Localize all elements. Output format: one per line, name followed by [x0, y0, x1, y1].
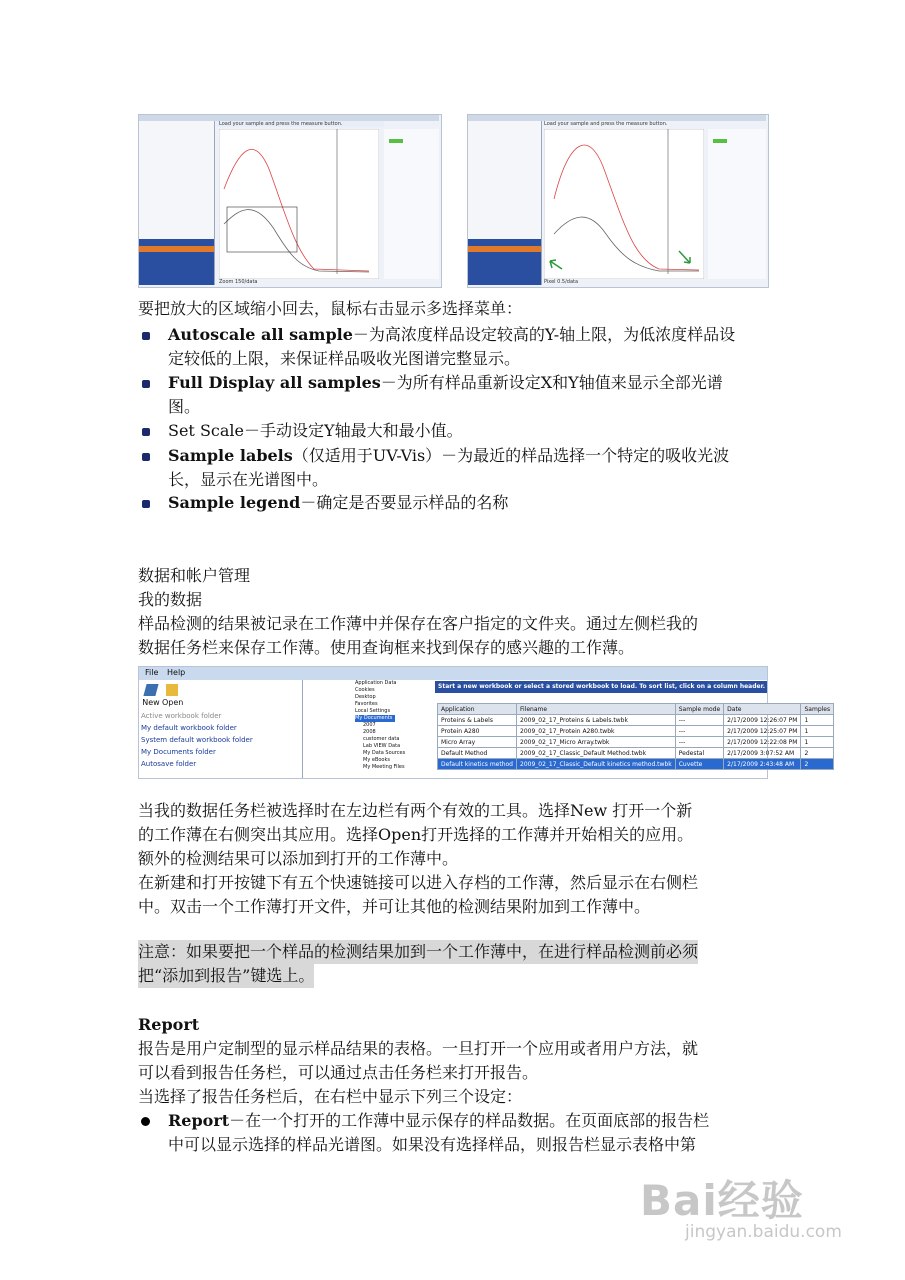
my-data-paragraph-line2: 数据任务栏来保存工作薄。使用查询框来找到保存的感兴趣的工作薄。: [138, 638, 635, 657]
bullet-marker: [142, 453, 150, 461]
tree-item[interactable]: Favorites: [355, 701, 378, 707]
bullet-marker: [141, 1117, 150, 1126]
bullet-term: Autoscale all sample: [168, 325, 353, 344]
spectrum-screenshot-right: [467, 114, 769, 288]
open-workbook-button[interactable]: [162, 682, 182, 710]
open-icon: [166, 684, 178, 696]
my-data-tools-line1: 当我的数据任务栏被选择时在左边栏有两个有效的工具。选择New 打开一个新: [138, 801, 693, 820]
bullet-sample-labels: [168, 444, 729, 468]
bullet-autoscale-cont: 定较低的上限，来保证样品吸收光图谱完整显示。: [168, 349, 521, 368]
new-workbook-button[interactable]: [142, 682, 160, 710]
table-row[interactable]: [438, 715, 834, 726]
measure-prompt-right: Load your sample and press the measure button.: [544, 121, 668, 127]
spectrum-plot-right: [544, 129, 704, 279]
table-cell: Default Method: [438, 748, 517, 759]
table-cell: Protein A280: [438, 726, 517, 737]
report-heading: Report: [138, 1015, 200, 1034]
table-cell: Cuvette: [675, 759, 723, 770]
tree-item[interactable]: Lab VIEW Data: [363, 743, 401, 749]
column-header[interactable]: Samples: [801, 704, 834, 715]
tree-item[interactable]: Local Settings: [355, 708, 391, 714]
table-row[interactable]: [438, 726, 834, 737]
bullet-autoscale: [168, 323, 735, 347]
quick-links-line2: 中。双击一个工作薄打开文件，并可让其他的检测结果附加到工作薄中。: [138, 897, 651, 916]
tree-item[interactable]: My Data Sources: [363, 750, 406, 756]
table-cell: 2009_02_17_Classic_Default kinetics method.twbk: [517, 759, 676, 770]
table-cell: Default kinetics method: [438, 759, 517, 770]
bullet-full-display-cont: 图。: [168, 397, 201, 416]
note-line2: 把“添加到报告”键选上。: [138, 964, 314, 988]
menu-help[interactable]: Help: [167, 668, 186, 677]
table-cell: 2009_02_17_Classic_Default Method.twbk: [517, 748, 676, 759]
table-cell: 1: [801, 737, 834, 748]
table-cell: 2: [801, 759, 834, 770]
bullet-marker: [142, 500, 150, 508]
menu-bar: [139, 667, 767, 680]
status-bar-text-right: Pixel 0.5/data: [544, 279, 579, 285]
spectrum-screenshot-left: [138, 114, 442, 288]
bullet-report-cont: 中可以显示选择的样品光谱图。如果没有选择样品，则报告栏显示表格中第: [168, 1135, 697, 1154]
note-line1: 注意：如果要把一个样品的检测结果加到一个工作薄中，在进行样品检测前必须: [138, 940, 698, 964]
table-cell: 2/17/2009 3:07:52 AM: [724, 748, 801, 759]
bullet-marker: [142, 380, 150, 388]
table-row[interactable]: [438, 737, 834, 748]
folder-link[interactable]: Active workbook folder: [141, 712, 222, 720]
bullet-text: －为所有样品重新设定X和Y轴值来显示全部光谱: [380, 373, 723, 392]
column-header[interactable]: Filename: [517, 704, 676, 715]
table-cell: ---: [675, 726, 723, 737]
table-cell: Proteins & Labels: [438, 715, 517, 726]
tree-item[interactable]: My Meeting Files: [363, 764, 405, 770]
table-row[interactable]: [438, 748, 834, 759]
table-cell: 2009_02_17_Micro Array.twbk: [517, 737, 676, 748]
bullet-marker: [142, 332, 150, 340]
workbook-banner: Start a new workbook or select a stored workbook to load. To sort list, click on a column header.: [435, 681, 768, 693]
table-cell: 1: [801, 726, 834, 737]
report-paragraph-line1: 报告是用户定制型的显示样品结果的表格。一旦打开一个应用或者用户方法，就: [138, 1039, 699, 1058]
section-subheading-my-data: 我的数据: [138, 590, 203, 609]
table-cell: 2/17/2009 12:22:08 PM: [724, 737, 801, 748]
bullet-marker: [142, 428, 150, 436]
baidu-url: jingyan.baidu.com: [685, 1222, 842, 1242]
bullet-term: Report: [168, 1111, 230, 1130]
tree-item[interactable]: 2007: [363, 722, 376, 728]
tree-item[interactable]: 2008: [363, 729, 376, 735]
folder-link[interactable]: System default workbook folder: [141, 736, 253, 744]
quick-links-line1: 在新建和打开按键下有五个快速链接可以进入存档的工作薄，然后显示在右侧栏: [138, 873, 699, 892]
table-cell: 2/17/2009 12:25:07 PM: [724, 726, 801, 737]
my-data-tools-line2: 的工作薄在右侧突出其应用。选择Open打开选择的工作薄并开始相关的应用。: [138, 825, 694, 844]
column-header[interactable]: Date: [724, 704, 801, 715]
new-icon: [143, 684, 158, 696]
menu-file[interactable]: File: [145, 668, 159, 677]
table-cell: 2009_02_17_Protein A280.twbk: [517, 726, 676, 737]
tree-item-selected[interactable]: My Documents: [355, 715, 395, 722]
column-header[interactable]: Application: [438, 704, 517, 715]
table-cell: Micro Array: [438, 737, 517, 748]
bullet-report: [168, 1109, 709, 1133]
table-cell: 2/17/2009 2:43:48 AM: [724, 759, 801, 770]
table-cell: 2: [801, 748, 834, 759]
bullet-sample-legend: [168, 491, 508, 515]
my-data-paragraph-line1: 样品检测的结果被记录在工作薄中并保存在客户指定的文件夹。通过左侧栏我的: [138, 614, 699, 633]
folder-link[interactable]: My Documents folder: [141, 748, 216, 756]
table-row-selected[interactable]: [438, 759, 834, 770]
new-label: New: [142, 698, 160, 707]
folder-tree: [303, 680, 435, 778]
bullet-full-display: [168, 371, 723, 395]
report-paragraph-line3: 当选择了报告任务栏后，在右栏中显示下列三个设定：: [138, 1087, 523, 1106]
bullet-text: －手动设定Y轴最大和最小值。: [244, 421, 463, 440]
table-cell: ---: [675, 737, 723, 748]
open-label: Open: [162, 698, 184, 707]
status-bar-text: Zoom 150/data: [219, 279, 258, 285]
my-data-tools-line3: 额外的检测结果可以添加到打开的工作薄中。: [138, 849, 459, 868]
bullet-term: Sample labels: [168, 446, 293, 465]
column-header[interactable]: Sample mode: [675, 704, 723, 715]
table-header: [438, 704, 834, 715]
bullet-text: －为高浓度样品设定较高的Y-轴上限，为低浓度样品设: [352, 325, 736, 344]
tree-item[interactable]: Application Data: [355, 680, 397, 686]
bullet-term: Sample legend: [168, 493, 301, 512]
workbook-table: [437, 703, 834, 770]
table-cell: ---: [675, 715, 723, 726]
report-paragraph-line2: 可以看到报告任务栏，可以通过点击任务栏来打开报告。: [138, 1063, 539, 1082]
folder-link[interactable]: Autosave folder: [141, 760, 197, 768]
table-cell: 1: [801, 715, 834, 726]
bullet-term: Full Display all samples: [168, 373, 381, 392]
table-cell: Pedestal: [675, 748, 723, 759]
tree-item[interactable]: customer data: [363, 736, 400, 742]
bullet-text: －确定是否要显示样品的名称: [300, 493, 509, 512]
spectrum-plot: [219, 129, 379, 279]
measure-prompt: Load your sample and press the measure button.: [219, 121, 343, 127]
table-cell: 2009_02_17_Proteins & Labels.twbk: [517, 715, 676, 726]
bullet-text: －在一个打开的工作薄中显示保存的样品数据。在页面底部的报告栏: [229, 1111, 710, 1130]
tree-item[interactable]: Cookies: [355, 687, 375, 693]
tree-item[interactable]: My eBooks: [363, 757, 390, 763]
table-cell: 2/17/2009 12:26:07 PM: [724, 715, 801, 726]
zoom-out-intro: 要把放大的区域缩小回去，鼠标右击显示多选择菜单：: [138, 299, 523, 318]
folder-link[interactable]: My default workbook folder: [141, 724, 237, 732]
baidu-logo: Bai经验: [640, 1176, 804, 1225]
bullet-set-scale: [168, 419, 463, 443]
bullet-sample-labels-cont: 长，显示在光谱图中。: [168, 470, 329, 489]
tree-item[interactable]: Desktop: [355, 694, 376, 700]
section-heading-data-management: 数据和帐户管理: [138, 566, 251, 585]
bullet-term: Set Scale: [168, 421, 244, 440]
bullet-text: （仅适用于UV-Vis）－为最近的样品选择一个特定的吸收光波: [292, 446, 730, 465]
